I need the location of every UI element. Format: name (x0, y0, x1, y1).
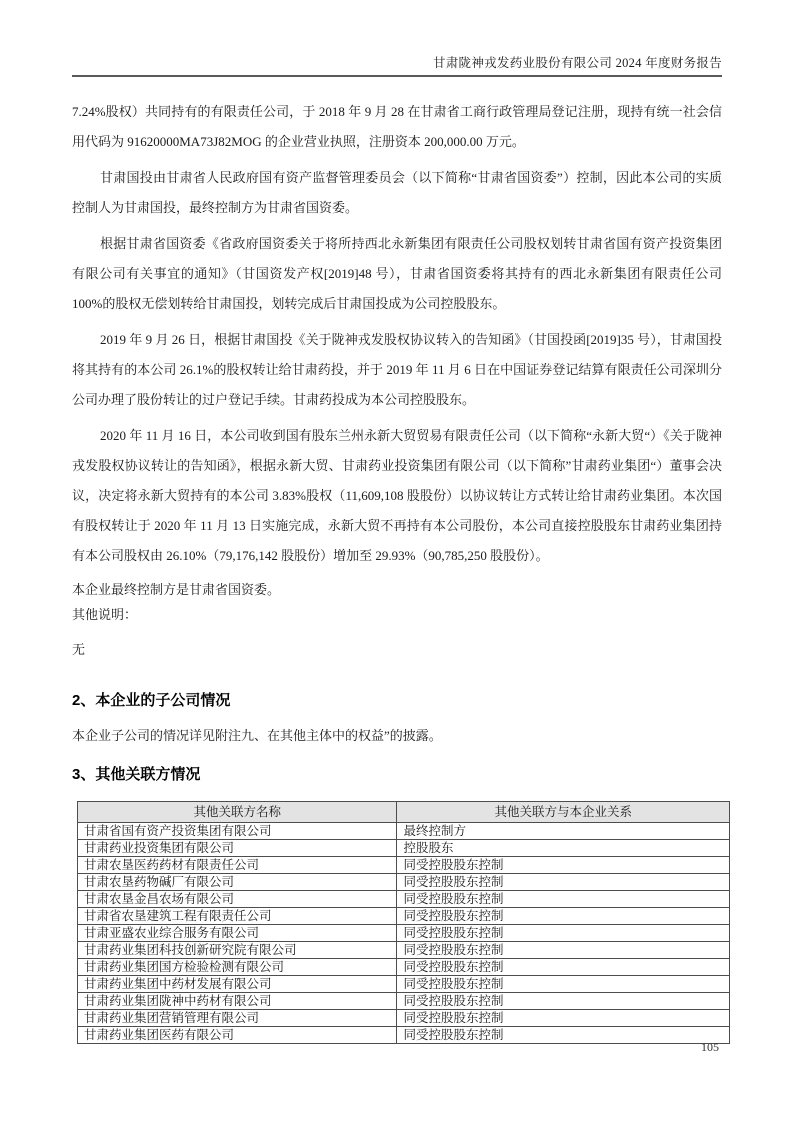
table-row (78, 857, 730, 874)
table-row (78, 1027, 730, 1044)
related-party-name-cell: 甘肃农垦医药药材有限责任公司 (78, 857, 397, 874)
paragraph: 根据甘肃省国资委《省政府国资委关于将所持西北永新集团有限责任公司股权划转甘肃省国有资产投资集团有限公司有关事宜的通知》（甘国资发产权[2019]48 号），甘肃省国资委将其持有的西北永新集团有限责任公司 100%的股权无偿划转给甘肃国投，划转完成后甘肃国投成为公司控股股东。 (72, 236, 722, 311)
related-party-name-cell: 甘肃药业集团中药材发展有限公司 (78, 976, 397, 993)
paragraph: 7.24%股权）共同持有的有限责任公司，于 2018 年 9 月 28 在甘肃省工商行政管理局登记注册，现持有统一社会信用代码为 91620000MA73J82MOG 的企业营业执照，注册资本 200,000.00 万元。 (72, 104, 722, 149)
paragraph: 2019 年 9 月 26 日，根据甘肃国投《关于陇神戎发股权协议转入的告知函》（甘国投函[2019]35 号），甘肃国投将其持有的本公司 26.1%的股权转让给甘肃药投，并于 2019 年 11 月 6 日在中国证券登记结算有限责任公司深圳分公司办理了股份转让的过户登记手续。甘肃药投成为本公司控股股东。 (72, 332, 722, 407)
page-content (72, 0, 722, 1044)
relationship-cell: 同受控股股东控制 (397, 976, 730, 993)
table-row (78, 908, 730, 925)
related-party-name-cell: 甘肃药业集团科技创新研究院有限公司 (78, 942, 397, 959)
table-header-relationship: 其他关联方与本企业关系 (397, 802, 730, 823)
paragraphs (72, 97, 722, 571)
relationship-cell: 同受控股股东控制 (397, 891, 730, 908)
table-header-name: 其他关联方名称 (78, 802, 397, 823)
page-number: 105 (701, 1040, 719, 1054)
table-row (78, 1010, 730, 1027)
table-row (78, 976, 730, 993)
related-party-name-cell: 甘肃药业投资集团有限公司 (78, 840, 397, 857)
relationship-cell: 同受控股股东控制 (397, 942, 730, 959)
related-party-name-cell: 甘肃药业集团国方检验检测有限公司 (78, 959, 397, 976)
relationship-cell: 同受控股股东控制 (397, 874, 730, 891)
table-row (78, 959, 730, 976)
section-text-subsidiaries: 本企业子公司的情况详见附注九、在其他主体中的权益”的披露。 (72, 728, 442, 743)
table-row (78, 993, 730, 1010)
related-party-name-cell: 甘肃药业集团医药有限公司 (78, 1027, 397, 1044)
relationship-cell: 同受控股股东控制 (397, 1027, 730, 1044)
table-header-row (78, 802, 730, 823)
relationship-cell: 同受控股股东控制 (397, 959, 730, 976)
paragraph: 甘肃国投由甘肃省人民政府国有资产监督管理委员会（以下简称“甘肃省国资委”）控制，因此本公司的实质控制人为甘肃国投，最终控制方为甘肃省国资委。 (72, 170, 722, 215)
related-party-name-cell: 甘肃药业集团陇神中药材有限公司 (78, 993, 397, 1010)
related-party-name-cell: 甘肃农垦药物碱厂有限公司 (78, 874, 397, 891)
related-parties-table (77, 801, 730, 1044)
table-row (78, 840, 730, 857)
note-line: 本企业最终控制方是甘肃省国资委。 (72, 582, 281, 597)
relationship-cell: 最终控制方 (397, 823, 730, 840)
table-row (78, 891, 730, 908)
related-party-name-cell: 甘肃省农垦建筑工程有限责任公司 (78, 908, 397, 925)
section-heading-subsidiaries: 2、本企业的子公司情况 (72, 692, 231, 709)
relationship-cell: 同受控股股东控制 (397, 1010, 730, 1027)
paragraph: 2020 年 11 月 16 日，本公司收到国有股东兰州永新大贸贸易有限责任公司（以下简称“永新大贸“）《关于陇神戎发股权协议转让的告知函》，根据永新大贸、甘肃药业投资集团有限公司（以下简称”甘肃药业集团“）董事会决议，决定将永新大贸持有的本公司 3.83%股权（11,609,108 股股份）以协议转让方式转让给甘肃药业集团。本次国有股权转让于 2020 年 11 月 13 日实施完成，永新大贸不再持有本公司股份，本公司直接控股股东甘肃药业集团持有本公司股权由 26.10%（79,176,142 股股份）增加至 29.93%（90,785,250 股股份）。 (72, 428, 722, 563)
relationship-cell: 控股股东 (397, 840, 730, 857)
table-row (78, 874, 730, 891)
note-line: 其他说明： (72, 607, 138, 622)
related-party-name-cell: 甘肃农垦金昌农场有限公司 (78, 891, 397, 908)
related-party-name-cell: 甘肃药业集团营销管理有限公司 (78, 1010, 397, 1027)
relationship-cell: 同受控股股东控制 (397, 908, 730, 925)
relationship-cell: 同受控股股东控制 (397, 993, 730, 1010)
report-header-title: 甘肃陇神戎发药业股份有限公司 2024 年度财务报告 (72, 0, 722, 77)
relationship-cell: 同受控股股东控制 (397, 857, 730, 874)
note-line: 无 (72, 642, 86, 657)
related-parties-table-body (78, 823, 730, 1044)
table-row (78, 823, 730, 840)
related-party-name-cell: 甘肃亚盛农业综合服务有限公司 (78, 925, 397, 942)
table-row (78, 942, 730, 959)
related-party-name-cell: 甘肃省国有资产投资集团有限公司 (78, 823, 397, 840)
notes-block (72, 577, 722, 662)
table-row (78, 925, 730, 942)
section-heading-related-parties: 3、其他关联方情况 (72, 766, 201, 783)
relationship-cell: 同受控股股东控制 (397, 925, 730, 942)
